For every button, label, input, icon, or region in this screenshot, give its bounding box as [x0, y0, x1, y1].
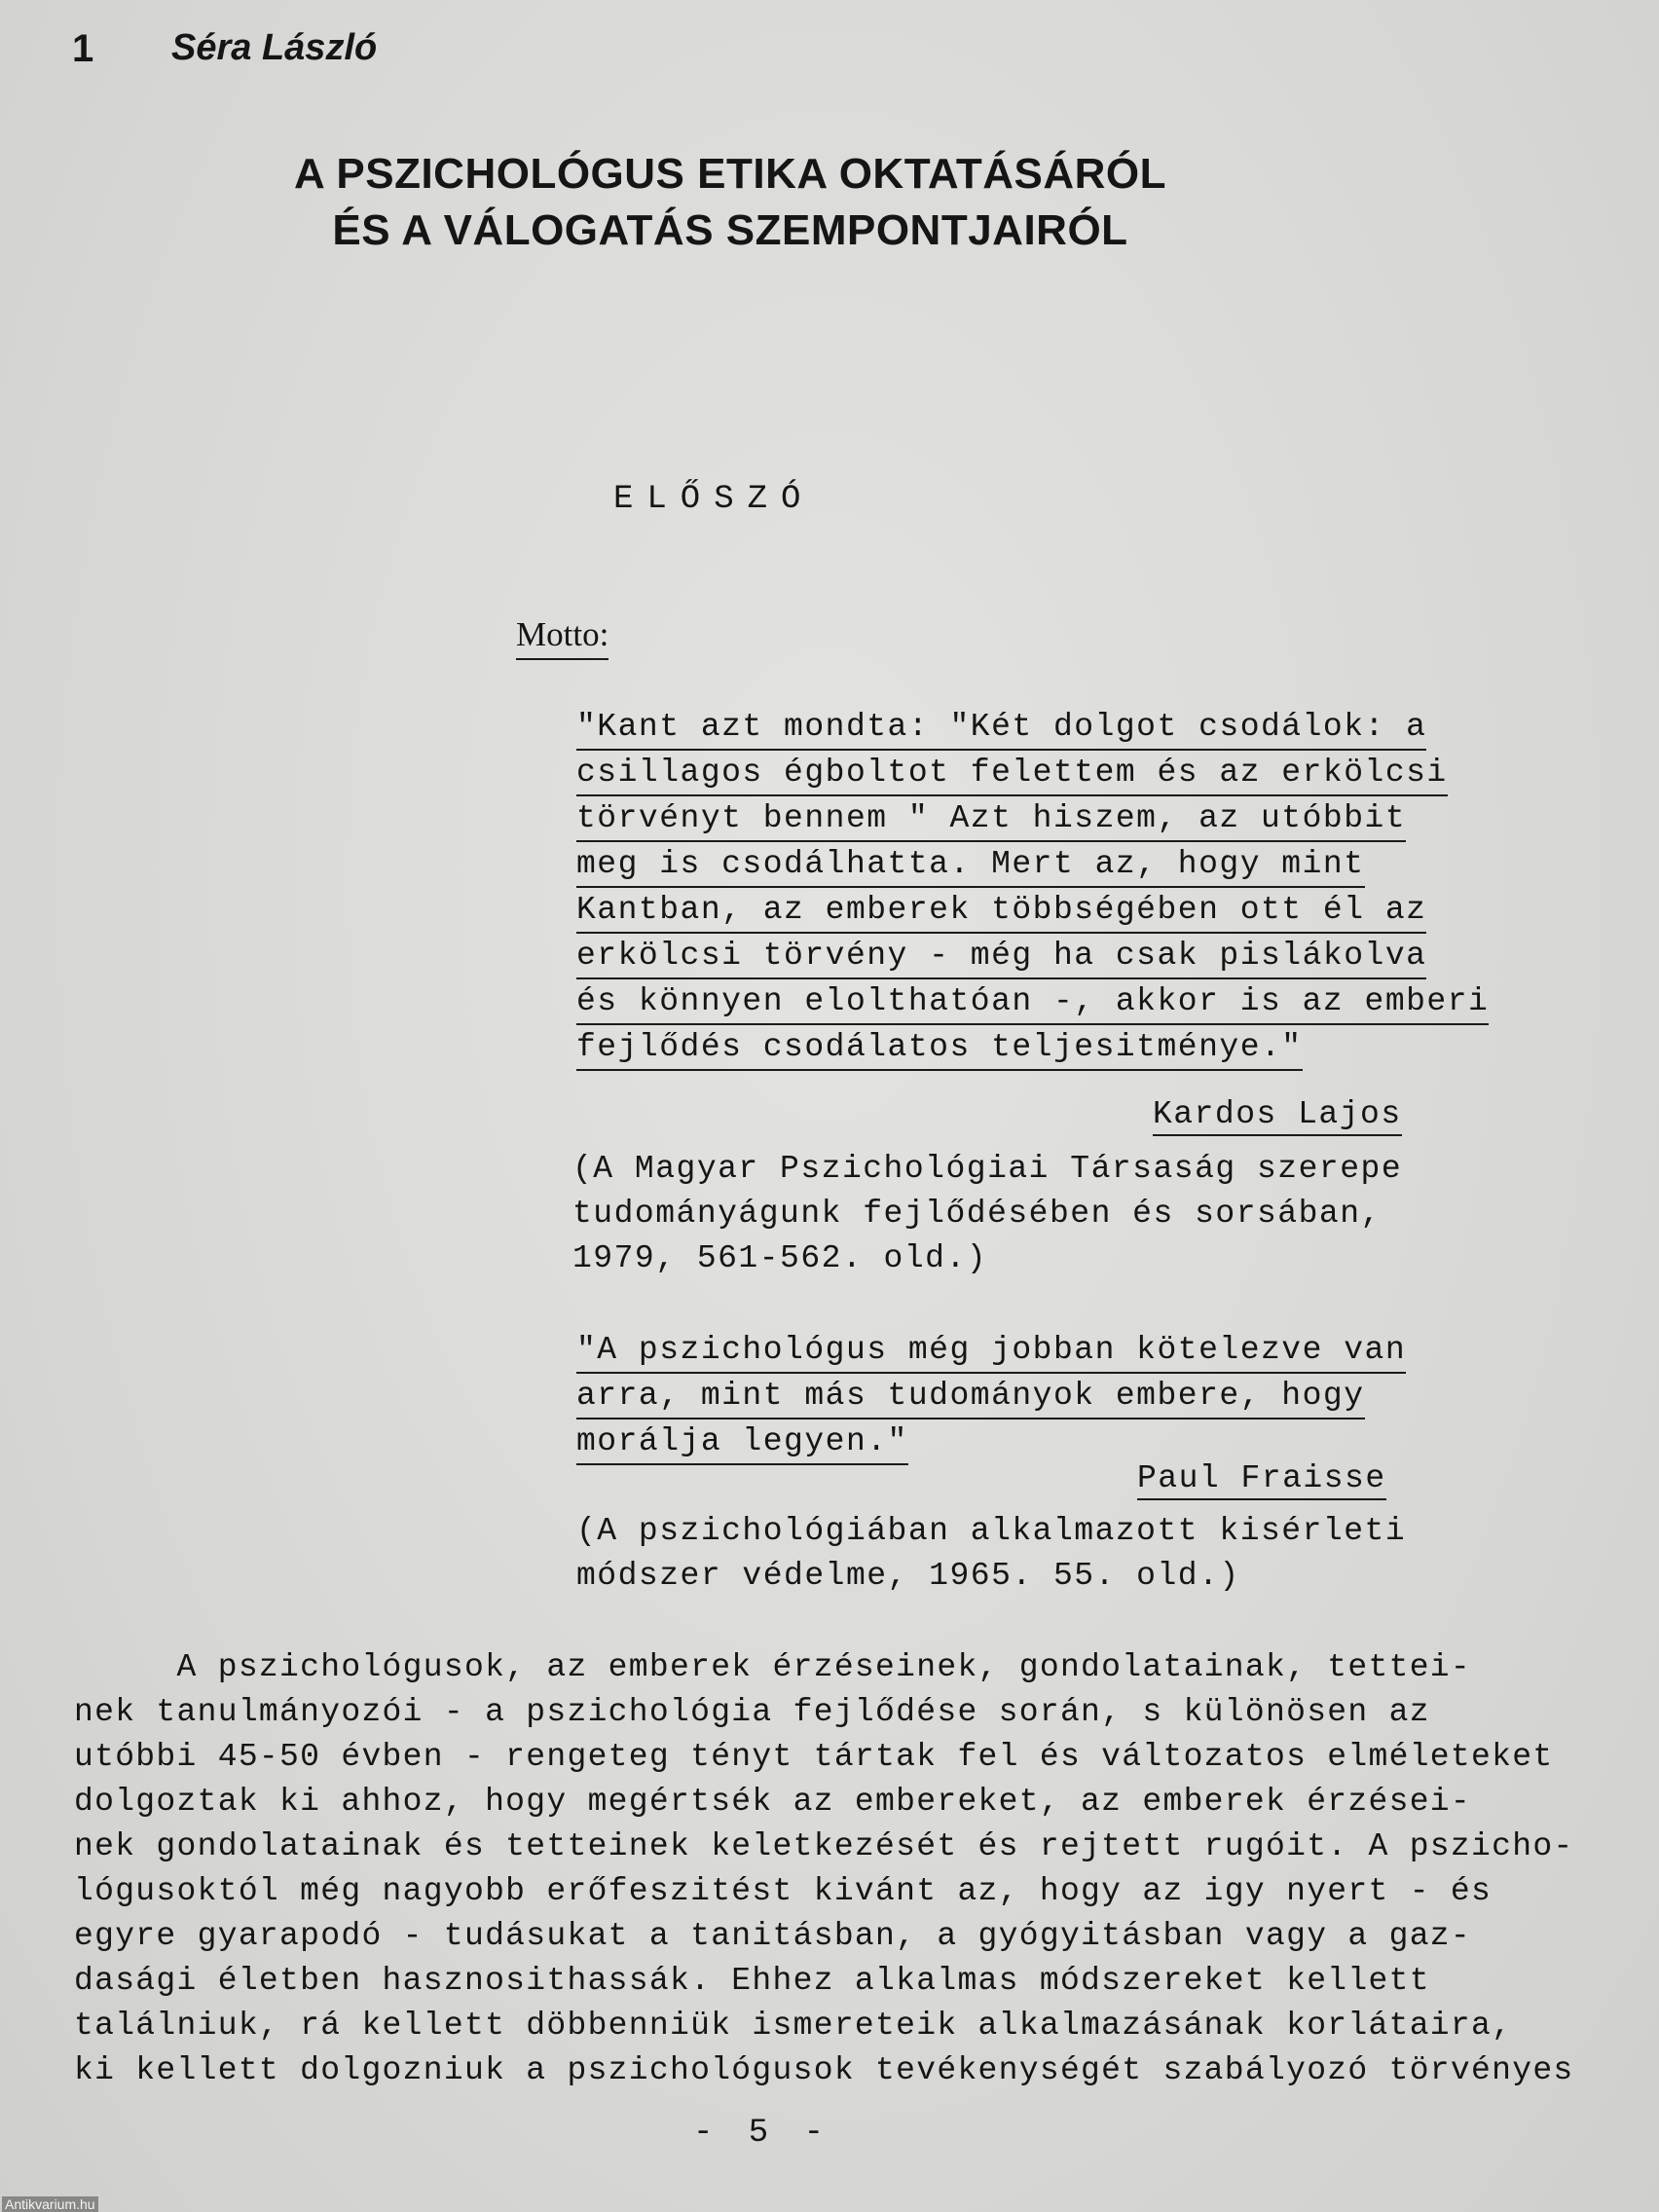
body-line: nek gondolatainak és tetteinek keletkezését és rejtett rugóit. A pszicho- [74, 1828, 1574, 1864]
body-line: A pszichológusok, az emberek érzéseinek, gondolatainak, tettei- [74, 1649, 1472, 1685]
quote-source-fraisse [576, 1511, 1406, 1601]
quote-line: Kantban, az emberek többségében ott él az [576, 890, 1489, 936]
page-title [224, 146, 1236, 259]
source-line: (A Magyar Pszichológiai Társaság szerepe [572, 1151, 1403, 1187]
body-line: találniuk, rá kellett döbbenniük ismereteik alkalmazásának korlátaira, [74, 2008, 1513, 2044]
body-line: nek tanulmányozói - a pszichológia fejlődése során, s különösen az [74, 1694, 1430, 1730]
body-line: egyre gyarapodó - tudásukat a tanitásban, a gyógyitásban vagy a gaz- [74, 1918, 1472, 1954]
body-line: lógusoktól még nagyobb erőfeszitést kivánt az, hogy az igy nyert - és [74, 1873, 1493, 1909]
quote-line: morálja legyen." [576, 1421, 1406, 1467]
source-line: módszer védelme, 1965. 55. old.) [576, 1558, 1240, 1594]
quote-source-kardos [572, 1149, 1402, 1283]
quote-author-kardos: Kardos Lajos [1153, 1096, 1402, 1136]
chapter-number: 1 [72, 27, 94, 70]
motto-quote-fraisse [576, 1330, 1406, 1467]
body-line: dasági életben hasznosithassák. Ehhez alkalmas módszereket kellett [74, 1963, 1430, 1999]
body-line: ki kellett dolgozniuk a pszichológusok tevékenységét szabályozó törvényes [74, 2052, 1574, 2088]
quote-line: meg is csodálhatta. Mert az, hogy mint [576, 844, 1489, 890]
motto-quote-kant [576, 707, 1489, 1073]
watermark: Antikvarium.hu [2, 2196, 98, 2212]
source-line: 1979, 561-562. old.) [572, 1240, 988, 1276]
quote-line: fejlődés csodálatos teljesitménye." [576, 1027, 1489, 1073]
quote-line: erkölcsi törvény - még ha csak pislákolva [576, 936, 1489, 981]
quote-line: "Kant azt mondta: "Két dolgot csodálok: a [576, 707, 1489, 753]
body-paragraph [74, 1647, 1574, 2095]
source-line: tudományágunk fejlődésében és sorsában, [572, 1196, 1382, 1232]
quote-line: csillagos égboltot felettem és az erkölcsi [576, 753, 1489, 798]
body-line: dolgoztak ki ahhoz, hogy megértsék az embereket, az emberek érzései- [74, 1784, 1472, 1820]
quote-author-fraisse: Paul Fraisse [1137, 1460, 1386, 1500]
motto-label: Motto: [516, 615, 608, 660]
quote-line: arra, mint más tudományok embere, hogy [576, 1376, 1406, 1421]
page-number: - 5 - [693, 2115, 832, 2152]
author-name: Séra László [171, 27, 378, 68]
title-line-1: A PSZICHOLÓGUS ETIKA OKTATÁSÁRÓL [294, 150, 1166, 198]
quote-line: és könnyen elolthatóan -, akkor is az emberi [576, 981, 1489, 1027]
title-line-2: ÉS A VÁLOGATÁS SZEMPONTJAIRÓL [332, 206, 1128, 254]
quote-line: törvényt bennem " Azt hiszem, az utóbbit [576, 798, 1489, 844]
body-line: utóbbi 45-50 évben - rengeteg tényt tártak fel és változatos elméleteket [74, 1739, 1554, 1775]
quote-line: "A pszichológus még jobban kötelezve van [576, 1330, 1406, 1376]
foreword-heading: ELŐSZÓ [613, 481, 815, 518]
source-line: (A pszichológiában alkalmazott kisérleti [576, 1513, 1407, 1549]
